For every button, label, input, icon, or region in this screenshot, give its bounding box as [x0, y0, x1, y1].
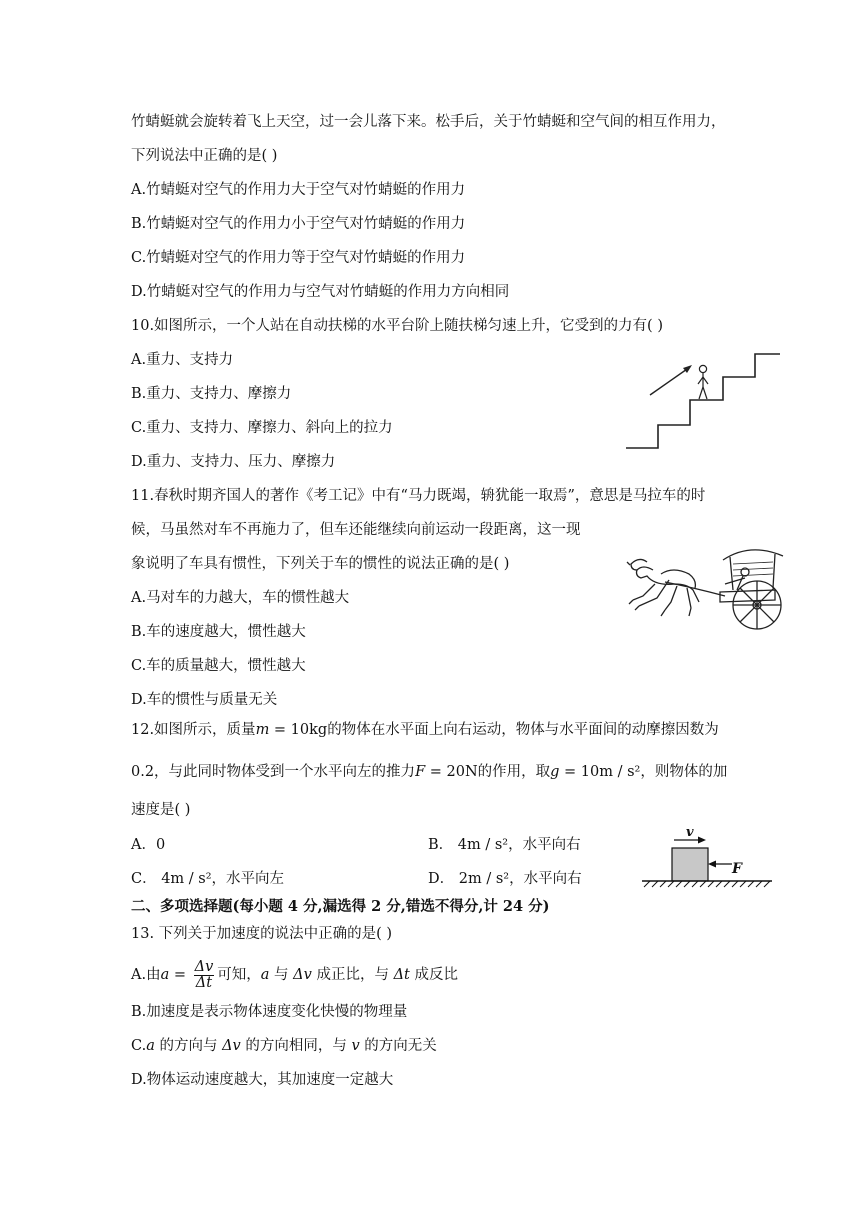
q13-stem: 13. 下列关于加速度的说法中正确的是( ) — [131, 926, 393, 942]
q13-a-text-end: 成反比 — [409, 967, 458, 983]
velocity-arrow-head — [698, 837, 706, 844]
section-2-title: 二、多项选择题(每小题 4 分,漏选得 2 分,错选不得分,计 24 分) — [131, 898, 550, 915]
q12-force-symbol: F — [415, 764, 426, 780]
q10-option-d: D.重力、支持力、压力、摩擦力 — [131, 454, 336, 470]
q12-line2-text-c: ，则物体的加 — [640, 764, 728, 780]
q13-option-b: B.加速度是表示物体速度变化快慢的物理量 — [131, 1004, 408, 1020]
q10-option-b: B.重力、支持力、摩擦力 — [131, 386, 292, 402]
q9-option-b: B.竹蜻蜓对空气的作用力小于空气对竹蜻蜓的作用力 — [131, 216, 466, 232]
q9-line1: 竹蜻蜓就会旋转着飞上天空，过一会儿落下来。松手后，关于竹蜻蜓和空气间的相互作用力， — [131, 114, 726, 130]
q9-option-c: C.竹蜻蜓对空气的作用力等于空气对竹蜻蜓的作用力 — [131, 250, 466, 266]
q11-option-b: B.车的速度越大，惯性越大 — [131, 624, 306, 640]
q13-fraction-denominator: Δt — [195, 974, 213, 991]
chariot-canopy — [723, 550, 783, 560]
q11-line2: 候，马虽然对车不再施力了，但车还能继续向前运动一段距离，这一现 — [131, 522, 581, 538]
motion-arrow-shaft — [650, 367, 690, 395]
q11-option-a: A.马对车的力越大，车的惯性越大 — [131, 590, 350, 606]
q9-option-a: A.竹蜻蜓对空气的作用力大于空气对竹蜻蜓的作用力 — [131, 182, 466, 198]
q12-mass-value: = 10kg — [269, 722, 328, 738]
q12-option-b: B． 4m / s²，水平向右 — [428, 837, 581, 853]
q13-a-text-3: 成正比，与 — [311, 967, 394, 983]
horse-chariot-figure — [625, 540, 790, 640]
q13-a-delta-t: Δt — [393, 967, 410, 983]
block-force-figure — [636, 822, 776, 890]
q10-option-a: A.重力、支持力 — [131, 352, 234, 368]
q12-line2-text-a: 0.2，与此同时物体受到一个水平向左的推力 — [131, 764, 416, 780]
q11-option-c: C.车的质量越大，惯性越大 — [131, 658, 306, 674]
force-label: F — [732, 861, 742, 877]
q13-a-prefix: A.由 — [131, 967, 161, 983]
q12-mass-symbol: m — [255, 722, 270, 738]
q11-line1: 11.春秋时期齐国人的著作《考工记》中有“马力既竭，辀犹能一取焉”，意思是马拉车的时 — [131, 488, 706, 504]
q10-option-c: C.重力、支持力、摩擦力、斜向上的拉力 — [131, 420, 393, 436]
q13-fraction-numerator: Δv — [194, 958, 214, 975]
q12-line1-text-b: 的物体在水平面上向右运动，物体与水平面间的动摩擦因数为 — [327, 722, 719, 738]
person-figure — [698, 365, 708, 399]
q11-option-d: D.车的惯性与质量无关 — [131, 692, 278, 708]
q13-c-symbol-v: v — [351, 1038, 360, 1054]
q13-option-c — [131, 1036, 437, 1056]
q13-option-a — [131, 958, 458, 992]
q9-line2: 下列说法中正确的是( ) — [131, 148, 278, 164]
q12-line3: 速度是( ) — [131, 802, 191, 818]
q13-c-text-2: 的方向相同，与 — [240, 1038, 352, 1054]
block — [672, 848, 708, 881]
q9-option-d: D.竹蜻蜓对空气的作用力与空气对竹蜻蜓的作用力方向相同 — [131, 284, 510, 300]
q12-option-d: D． 2m / s²，水平向右 — [428, 871, 582, 887]
q12-line2 — [131, 762, 727, 782]
q13-a-delta-v: Δv — [293, 967, 312, 983]
floor-hatching — [644, 881, 770, 887]
q13-c-text-1: 的方向与 — [154, 1038, 223, 1054]
q10-stem: 10.如图所示，一个人站在自动扶梯的水平台阶上随扶梯匀速上升，它受到的力有( ) — [131, 318, 663, 334]
q13-a-symbol-2: a — [260, 967, 270, 983]
q12-force-value: = 20N — [425, 764, 478, 780]
velocity-label: v — [686, 825, 694, 840]
q13-option-d: D.物体运动速度越大，其加速度一定越大 — [131, 1072, 394, 1088]
q12-line2-text-b: 的作用，取 — [477, 764, 551, 780]
q13-a-equals: = — [169, 967, 191, 983]
q13-c-text-end: 的方向无关 — [359, 1038, 437, 1054]
q12-line1-text-a: 12.如图所示，质量 — [131, 722, 256, 738]
q12-option-c: C． 4m / s²，水平向左 — [131, 871, 285, 887]
q11-line3: 象说明了车具有惯性，下列关于车的惯性的说法正确的是( ) — [131, 556, 510, 572]
q12-option-a: A．0 — [131, 837, 166, 853]
escalator-figure — [620, 345, 790, 455]
q12-gravity-value: = 10m / s² — [559, 764, 641, 780]
q13-c-delta-v: Δv — [222, 1038, 241, 1054]
q12-gravity-symbol: g — [550, 764, 560, 780]
q13-a-text-2: 与 — [269, 967, 294, 983]
q12-line1 — [131, 720, 719, 740]
force-arrow-head — [708, 861, 716, 868]
escalator-steps — [626, 354, 780, 448]
q13-a-symbol: a — [160, 967, 170, 983]
q13-fraction — [194, 960, 215, 991]
q13-c-symbol-a: a — [146, 1038, 155, 1054]
q13-c-prefix: C. — [131, 1038, 147, 1054]
q13-a-text-1: 可知， — [217, 967, 261, 983]
